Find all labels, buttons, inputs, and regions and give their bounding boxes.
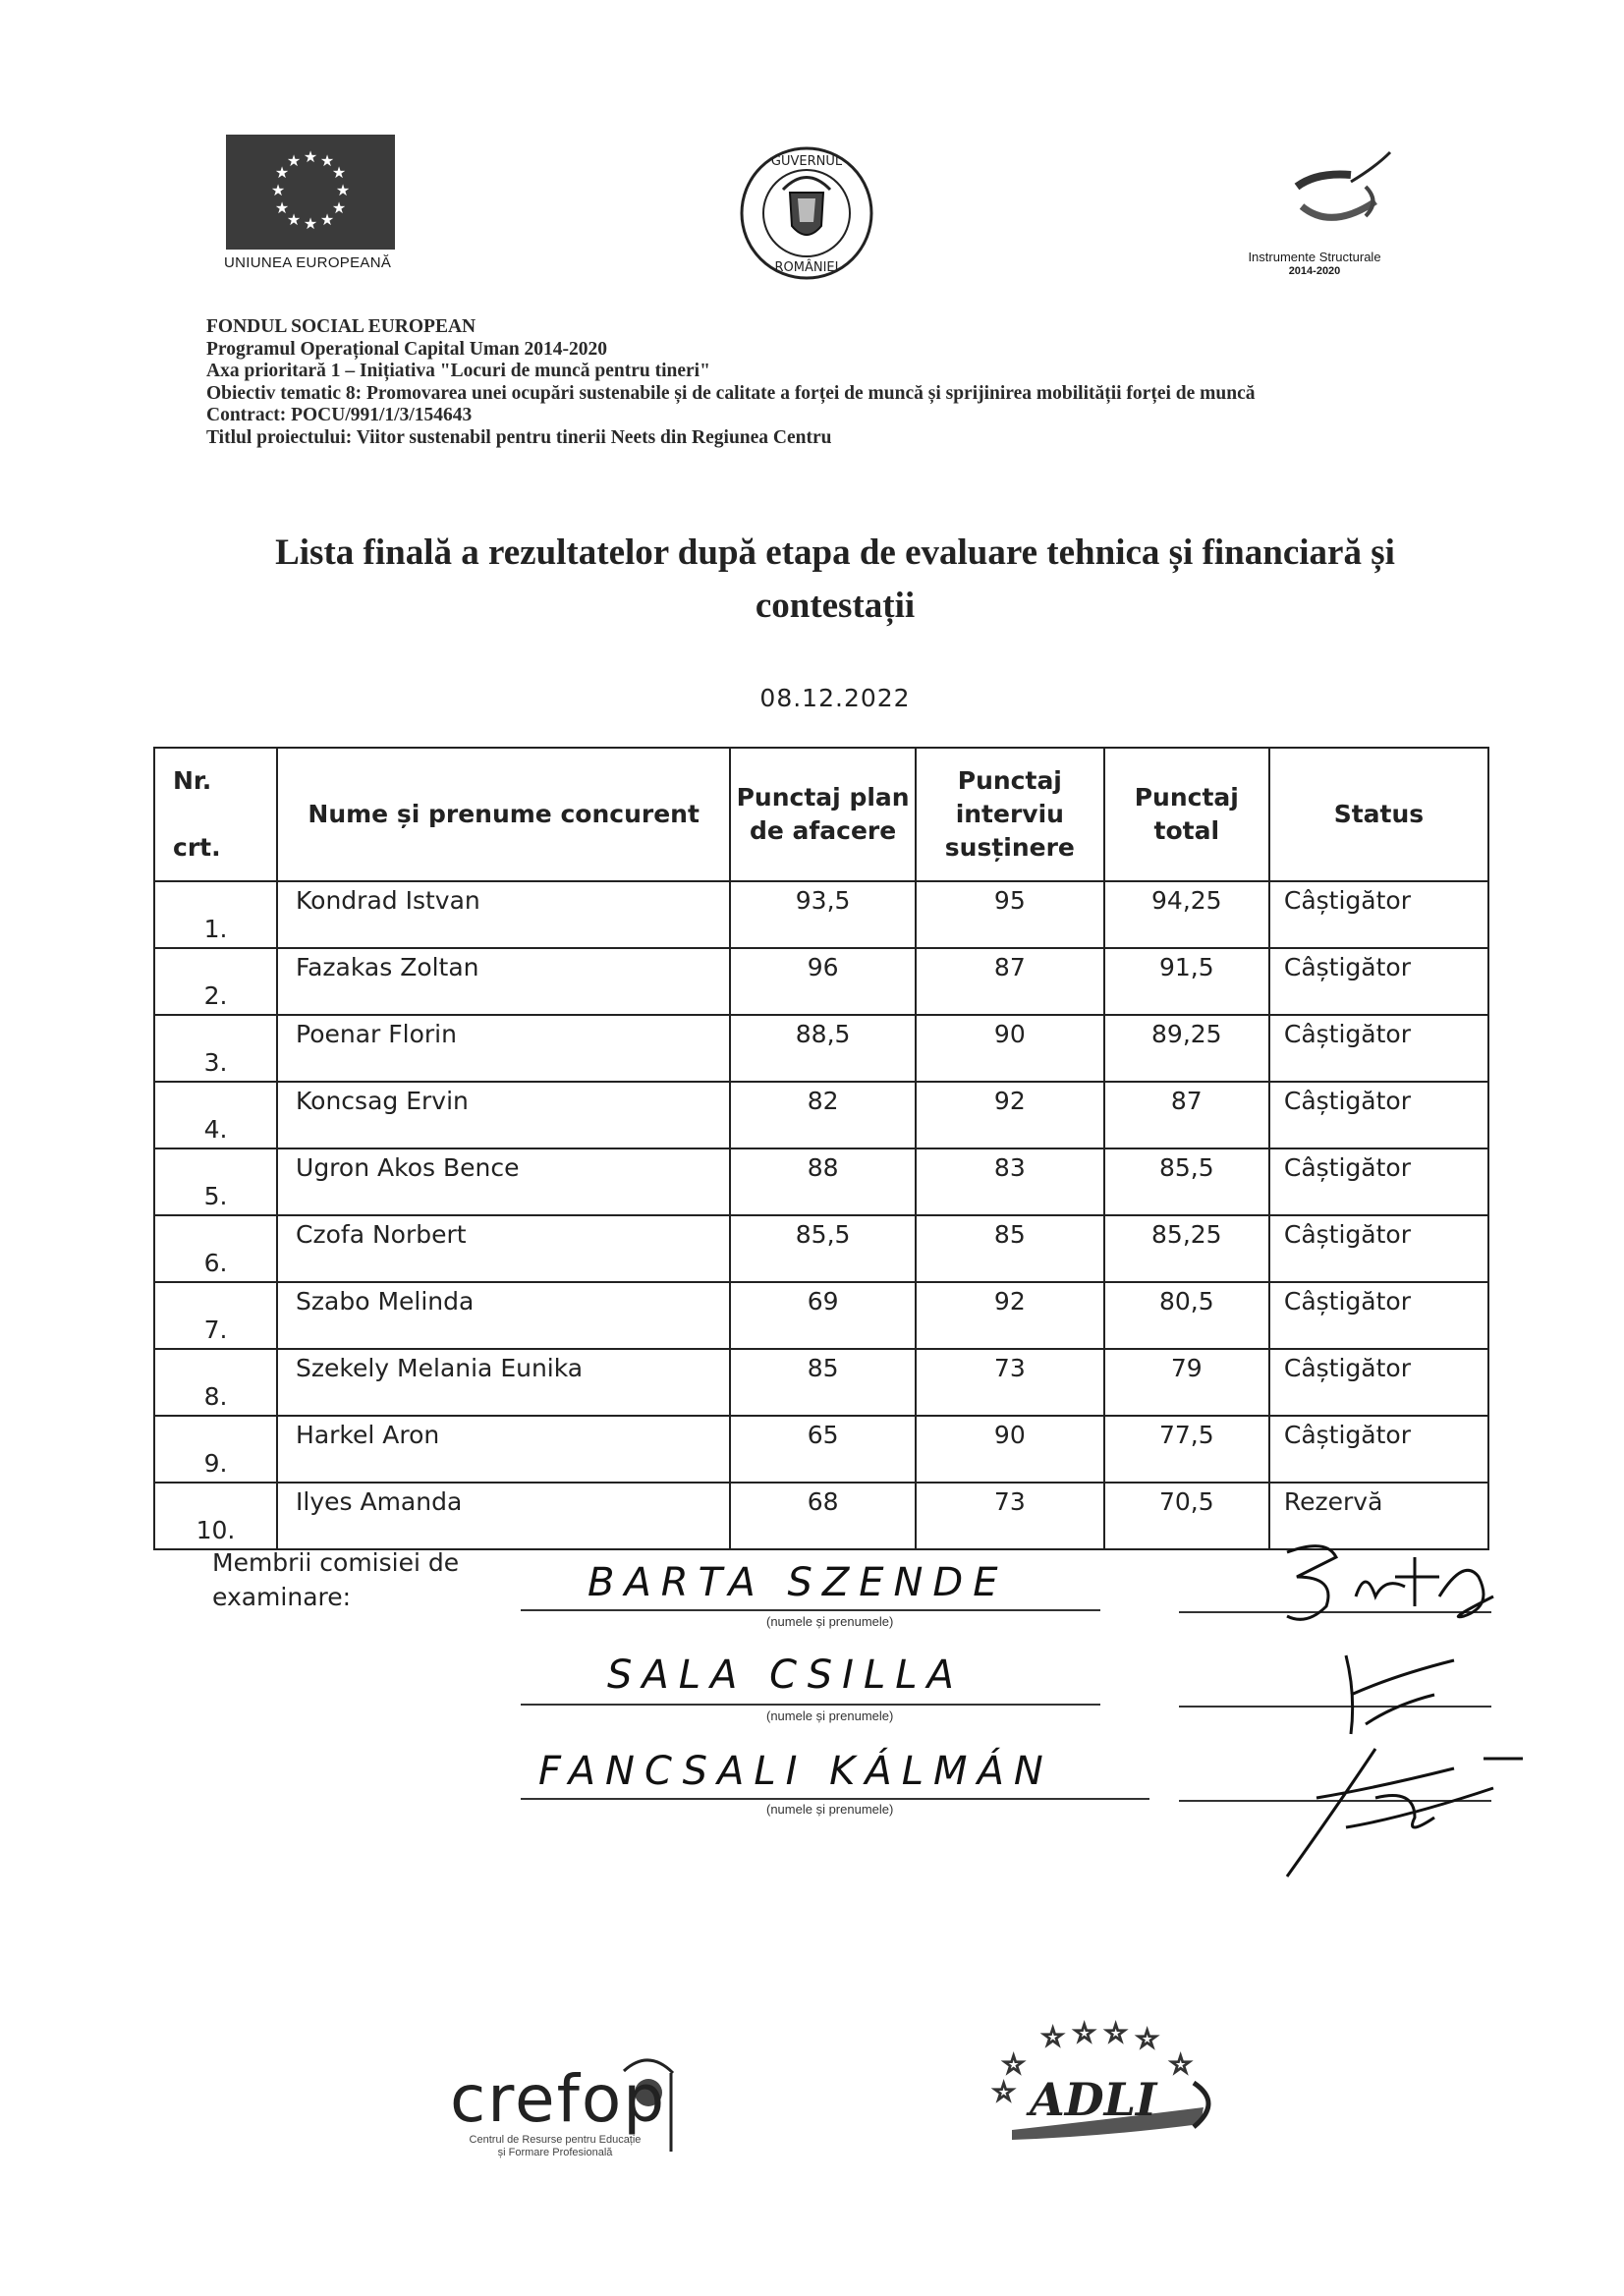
svg-text:★: ★ xyxy=(303,214,318,233)
crefop-caption-line2: și Formare Profesională xyxy=(497,2147,613,2158)
member-name-line xyxy=(521,1704,1100,1706)
results-table xyxy=(153,747,1489,1550)
header-plan: Punctaj plan de afacere xyxy=(730,748,916,881)
header-name: Nume și prenume concurent xyxy=(277,748,730,881)
cell-interview: 85 xyxy=(916,1215,1104,1282)
cell-name: Fazakas Zoltan xyxy=(277,948,730,1015)
cell-total: 89,25 xyxy=(1104,1015,1269,1082)
cell-nr: 4. xyxy=(154,1082,277,1148)
member-name-caption: (numele și prenumele) xyxy=(766,1802,894,1817)
cell-total: 87 xyxy=(1104,1082,1269,1148)
cell-name: Koncsag Ervin xyxy=(277,1082,730,1148)
table-row xyxy=(154,1349,1488,1416)
cell-name: Szabo Melinda xyxy=(277,1282,730,1349)
structural-instruments-logo xyxy=(1282,147,1400,246)
cell-name: Ilyes Amanda xyxy=(277,1483,730,1549)
cell-interview: 90 xyxy=(916,1416,1104,1483)
crefop-caption xyxy=(432,2134,678,2159)
member-name-caption: (numele și prenumele) xyxy=(766,1708,894,1723)
cell-status: Câștigător xyxy=(1269,1148,1488,1215)
cell-interview: 73 xyxy=(916,1483,1104,1549)
svg-text:GUVERNUL: GUVERNUL xyxy=(770,154,843,169)
cell-plan: 68 xyxy=(730,1483,916,1549)
member-name-line xyxy=(521,1798,1149,1800)
cell-plan: 96 xyxy=(730,948,916,1015)
cell-status: Câștigător xyxy=(1269,1282,1488,1349)
cell-interview: 73 xyxy=(916,1349,1104,1416)
cell-nr: 1. xyxy=(154,881,277,948)
cell-total: 85,25 xyxy=(1104,1215,1269,1282)
commission-label-line1: Membrii comisiei de xyxy=(212,1548,460,1577)
svg-text:☆: ☆ xyxy=(992,2078,1016,2107)
cell-status: Rezervă xyxy=(1269,1483,1488,1549)
svg-text:☆: ☆ xyxy=(1073,2019,1096,2048)
signature-mark xyxy=(1267,1538,1523,1646)
cell-total: 70,5 xyxy=(1104,1483,1269,1549)
cell-status: Câștigător xyxy=(1269,881,1488,948)
table-row xyxy=(154,1282,1488,1349)
cell-name: Ugron Akos Bence xyxy=(277,1148,730,1215)
header-total: Punctaj total xyxy=(1104,748,1269,881)
contract-number: Contract: POCU/991/1/3/154643 xyxy=(206,405,473,426)
svg-text:★: ★ xyxy=(319,210,335,229)
header-nr-top: Nr. xyxy=(173,766,212,795)
adli-wordmark: ADLI xyxy=(1030,2073,1157,2126)
cell-total: 80,5 xyxy=(1104,1282,1269,1349)
svg-text:☆: ☆ xyxy=(1002,2050,1026,2080)
cell-interview: 83 xyxy=(916,1148,1104,1215)
cell-total: 79 xyxy=(1104,1349,1269,1416)
cell-nr: 5. xyxy=(154,1148,277,1215)
svg-text:ROMÂNIEI: ROMÂNIEI xyxy=(774,260,839,275)
member-name-handwritten: BARTA SZENDE xyxy=(588,1560,1008,1605)
cell-nr: 9. xyxy=(154,1416,277,1483)
table-row xyxy=(154,1416,1488,1483)
header-status: Status xyxy=(1269,748,1488,881)
cell-plan: 85 xyxy=(730,1349,916,1416)
project-title: Titlul proiectului: Viitor sustenabil pentru tinerii Neets din Regiunea Centru xyxy=(206,426,832,448)
cell-total: 94,25 xyxy=(1104,881,1269,948)
cell-total: 85,5 xyxy=(1104,1148,1269,1215)
project-info xyxy=(206,316,1255,450)
table-row xyxy=(154,881,1488,948)
cell-name: Kondrad Istvan xyxy=(277,881,730,948)
cell-plan: 85,5 xyxy=(730,1215,916,1282)
svg-text:★: ★ xyxy=(303,147,318,166)
svg-text:★: ★ xyxy=(274,163,290,182)
table-row xyxy=(154,948,1488,1015)
structural-instruments-caption xyxy=(1236,251,1393,278)
cell-total: 91,5 xyxy=(1104,948,1269,1015)
is-caption-name: Instrumente Structurale xyxy=(1248,250,1381,264)
cell-nr: 2. xyxy=(154,948,277,1015)
svg-text:☆: ☆ xyxy=(1041,2023,1065,2052)
cell-plan: 69 xyxy=(730,1282,916,1349)
svg-text:★: ★ xyxy=(286,151,302,170)
svg-text:★: ★ xyxy=(331,198,347,217)
document-title-line2: contestații xyxy=(755,586,916,626)
eu-flag-logo xyxy=(226,135,395,250)
member-name-line xyxy=(521,1609,1100,1611)
header-nr xyxy=(154,748,277,881)
cell-nr: 8. xyxy=(154,1349,277,1416)
cell-nr: 6. xyxy=(154,1215,277,1282)
svg-text:☆: ☆ xyxy=(1104,2019,1128,2048)
table-row xyxy=(154,1215,1488,1282)
cell-name: Poenar Florin xyxy=(277,1015,730,1082)
eu-caption: UNIUNEA EUROPEANĂ xyxy=(224,254,392,271)
table-row xyxy=(154,1082,1488,1148)
cell-status: Câștigător xyxy=(1269,1082,1488,1148)
table-header-row xyxy=(154,748,1488,881)
cell-name: Czofa Norbert xyxy=(277,1215,730,1282)
table-row xyxy=(154,1015,1488,1082)
header-nr-bottom: crt. xyxy=(173,833,221,862)
document-title xyxy=(177,527,1493,633)
cell-nr: 10. xyxy=(154,1483,277,1549)
cell-interview: 92 xyxy=(916,1082,1104,1148)
document-date: 08.12.2022 xyxy=(759,684,911,712)
cell-name: Szekely Melania Eunika xyxy=(277,1349,730,1416)
member-name-caption: (numele și prenumele) xyxy=(766,1614,894,1629)
cell-interview: 90 xyxy=(916,1015,1104,1082)
cell-status: Câștigător xyxy=(1269,948,1488,1015)
cell-status: Câștigător xyxy=(1269,1416,1488,1483)
commission-label-line2: examinare: xyxy=(212,1583,352,1611)
crefop-caption-line1: Centrul de Resurse pentru Educație xyxy=(469,2134,642,2146)
cell-nr: 7. xyxy=(154,1282,277,1349)
member-name-handwritten: SALA CSILLA xyxy=(607,1652,964,1698)
is-caption-years: 2014-2020 xyxy=(1288,265,1341,277)
crefop-wordmark: crefop xyxy=(450,2061,667,2137)
cell-plan: 82 xyxy=(730,1082,916,1148)
program-name: Programul Operațional Capital Uman 2014-2020 xyxy=(206,338,608,360)
svg-text:☆: ☆ xyxy=(1169,2050,1193,2080)
government-seal-logo xyxy=(739,145,874,281)
member-name-handwritten: FANCSALI KÁLMÁN xyxy=(538,1749,1053,1794)
cell-plan: 93,5 xyxy=(730,881,916,948)
commission-label xyxy=(212,1545,507,1614)
cell-name: Harkel Aron xyxy=(277,1416,730,1483)
svg-text:☆: ☆ xyxy=(1136,2025,1159,2054)
cell-interview: 95 xyxy=(916,881,1104,948)
cell-total: 77,5 xyxy=(1104,1416,1269,1483)
cell-status: Câștigător xyxy=(1269,1349,1488,1416)
cell-plan: 65 xyxy=(730,1416,916,1483)
document-title-line1: Lista finală a rezultatelor după etapa de evaluare tehnica și financiară și xyxy=(275,532,1395,573)
svg-text:★: ★ xyxy=(286,210,302,229)
svg-text:★: ★ xyxy=(274,198,290,217)
svg-text:★: ★ xyxy=(270,181,286,199)
cell-status: Câștigător xyxy=(1269,1215,1488,1282)
svg-text:★: ★ xyxy=(335,181,351,199)
svg-text:★: ★ xyxy=(319,151,335,170)
signature-mark xyxy=(1258,1729,1542,1886)
cell-status: Câștigător xyxy=(1269,1015,1488,1082)
svg-text:★: ★ xyxy=(331,163,347,182)
thematic-objective: Obiectiv tematic 8: Promovarea unei ocupări sustenabile și de calitate a forței de muncă și sprijinirea mobilității forței de muncă xyxy=(206,382,1256,404)
priority-axis: Axa prioritară 1 – Inițiativa "Locuri de muncă pentru tineri" xyxy=(206,361,710,382)
cell-plan: 88 xyxy=(730,1148,916,1215)
table-row xyxy=(154,1148,1488,1215)
fund-name: FONDUL SOCIAL EUROPEAN xyxy=(206,316,476,337)
cell-nr: 3. xyxy=(154,1015,277,1082)
header-interview: Punctaj interviu susținere xyxy=(916,748,1104,881)
cell-interview: 87 xyxy=(916,948,1104,1015)
cell-interview: 92 xyxy=(916,1282,1104,1349)
cell-plan: 88,5 xyxy=(730,1015,916,1082)
